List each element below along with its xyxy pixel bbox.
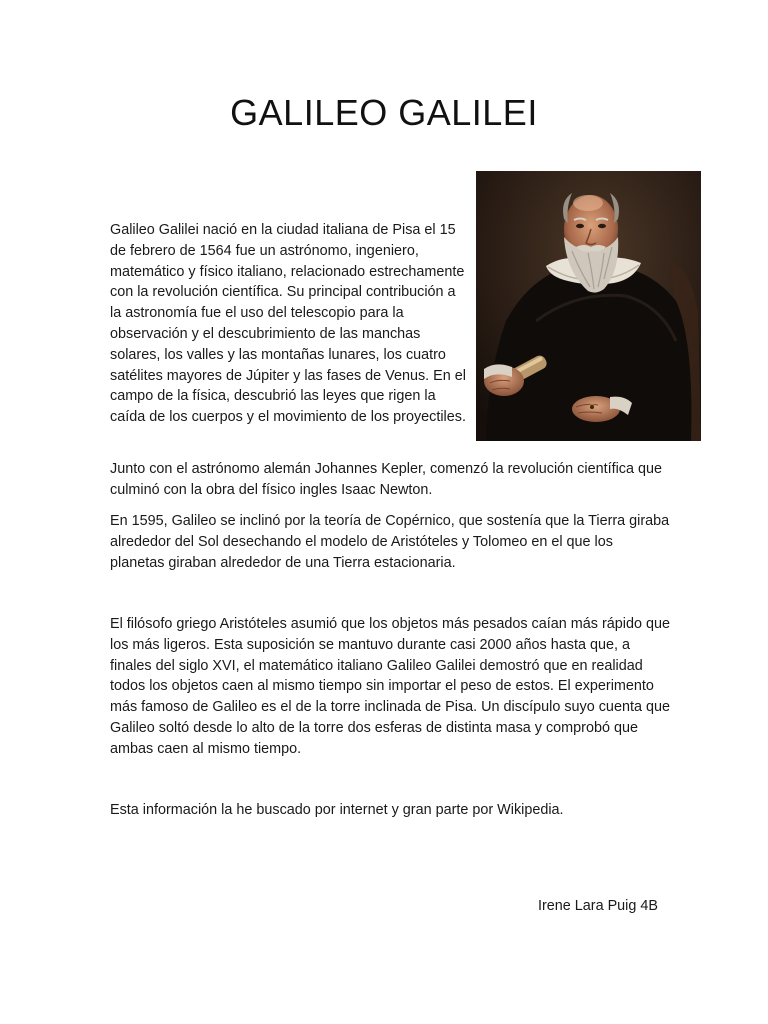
page-title: GALILEO GALILEI — [230, 92, 538, 133]
sources-paragraph: Esta información la he buscado por internet y gran parte por Wikipedia. — [110, 802, 564, 818]
galileo-portrait-icon — [476, 171, 701, 441]
intro-paragraph: Galileo Galilei nació en la ciudad italiana de Pisa el 15 de febrero de 1564 fue un astrónomo, ingeniero, matemático y físico italiano, relacionado estrechamente con la revolución científica. Su principal contribución a la astronomía fue el uso del telescopio para la observación y el descubrimiento de las manchas solares, los valles y las montañas lunares, los cuatro satélites mayores de Júpiter y las fases de Venus. En el campo de la física, descubrió las leyes que rigen la caída de los cuerpos y el movimiento de los proyectiles. — [110, 222, 466, 426]
pisa-experiment-paragraph: El filósofo griego Aristóteles asumió que los objetos más pesados caían más rápido que los más ligeros. Esta suposición se mantuvo durante casi 2000 años hasta que, a finales del siglo XVI, el matemático italiano Galileo Galilei demostró que en realidad todos los objetos caen al mismo tiempo sin importar el peso de estos. El experimento más famoso de Galileo es el de la torre inclinada de Pisa. Un discípulo suyo cuenta que Galileo soltó desde lo alto de la torre dos esferas de distinta masa y comprobó que ambas caen al mismo tiempo. — [110, 616, 670, 757]
kepler-paragraph: Junto con el astrónomo alemán Johannes Kepler, comenzó la revolución científica que culminó con la obra del físico ingles Isaac Newton. — [110, 461, 662, 498]
copernicus-paragraph: En 1595, Galileo se inclinó por la teoría de Copérnico, que sostenía que la Tierra giraba alrededor del Sol desechando el modelo de Aristóteles y Tolomeo en el que los planetas giraban alrededor de una Tierra estacionaria. — [110, 513, 670, 571]
author-signature: Irene Lara Puig 4B — [537, 898, 658, 914]
